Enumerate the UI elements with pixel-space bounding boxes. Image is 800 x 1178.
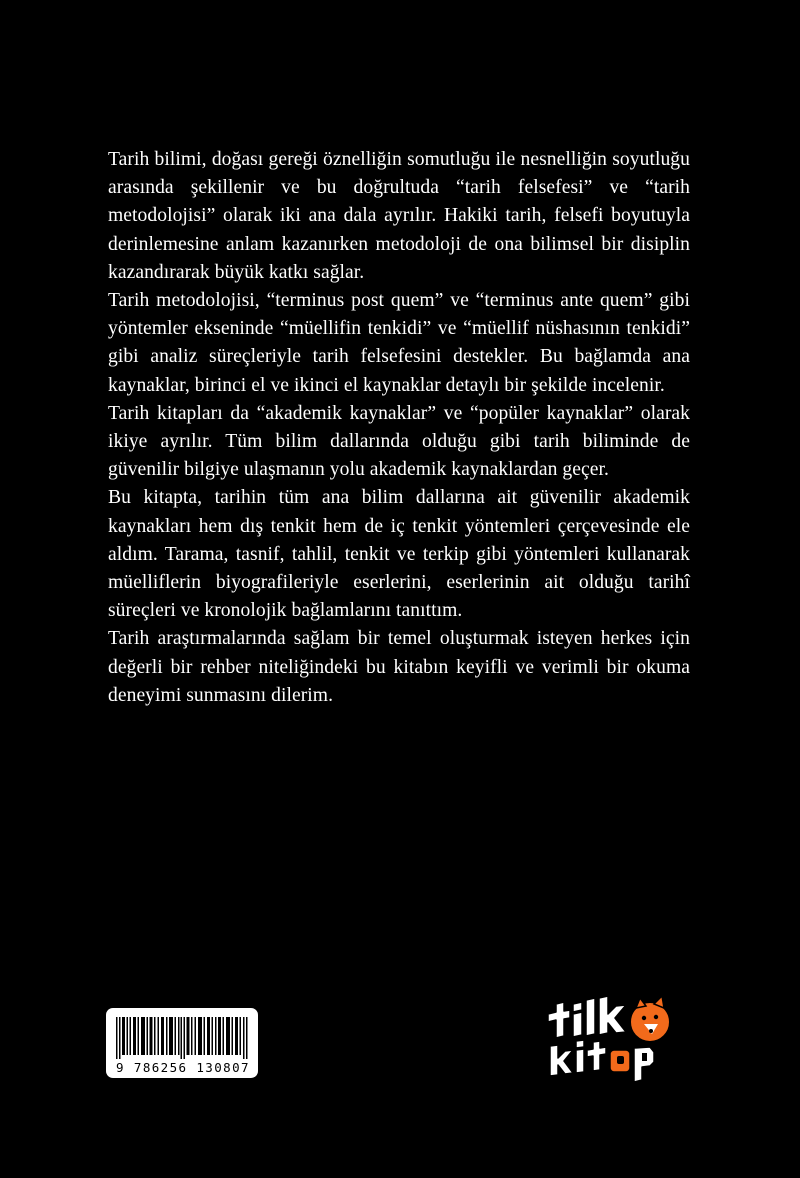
back-cover-blurb — [108, 146, 690, 710]
logo-letter-a — [610, 1050, 630, 1072]
fox-icon — [630, 996, 670, 1042]
isbn-barcode — [106, 1008, 258, 1078]
blurb-paragraph-1: Tarih bilimi, doğası gereği öznelliğin somutluğu ile nesnelliğin soyutluğu arasında şekillenir ve bu doğrultuda “tarih felsefesi” ve “tarih metodolojisi” olarak iki ana dala ayrılır. Hakiki tarih, felsefi boyutuyla derinlemesine anlam kazanırken metodoloji de ona bilimsel bir disiplin kazandırarak büyük katkı sağlar. — [108, 149, 690, 283]
blurb-paragraph-4: Bu kitapta, tarihin tüm ana bilim dallarına ait güvenilir akademik kaynakları hem dış tenkit hem de iç tenkit yöntemleri çerçevesinde ele aldım. Tarama, tasnif, tahlil, tenkit ve terkip gibi yöntemleri kullanarak müelliflerin biyografileriyle eserlerini, eserlerinin ait olduğu tarihî süreçleri ve kronolojik bağlamlarını tanıttım. — [108, 487, 690, 622]
isbn-number: 9 786256 130807 — [116, 1060, 250, 1075]
logo-text-tilki — [548, 996, 626, 1038]
logo-text-kitap — [550, 1040, 606, 1076]
blurb-paragraph-3: Tarih kitapları da “akademik kaynaklar” ve “popüler kaynaklar” olarak ikiye ayrılır. Tüm bilim dallarında olduğu gibi tarih biliminde de güvenilir bilgiye ulaşmanın yolu akademik kaynaklardan geçer. — [108, 402, 690, 481]
logo-letter-p — [634, 1047, 654, 1082]
publisher-logo — [540, 990, 676, 1090]
barcode-bars — [116, 1017, 250, 1059]
blurb-paragraph-2: Tarih metodolojisi, “terminus post quem” ve “terminus ante quem” gibi yöntemler ekseninde “müellifin tenkidi” ve “müellif nüshasının tenkidi” gibi analiz süreçleriyle tarih felsefesini destekler. Bu bağlamda ana kaynaklar, birinci el ve ikinci el kaynaklar detaylı bir şekilde incelenir. — [108, 290, 690, 396]
blurb-paragraph-5: Tarih araştırmalarında sağlam bir temel oluşturmak isteyen herkes için değerli bir rehber niteliğindeki bu kitabın keyifli ve verimli bir okuma deneyimi sunmasını dilerim. — [108, 628, 690, 706]
